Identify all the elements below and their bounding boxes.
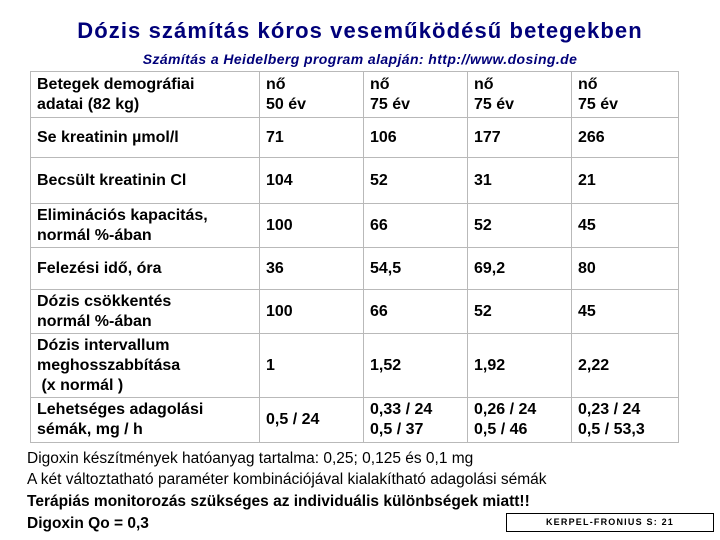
value-cell xyxy=(260,158,364,204)
header-age: 75 év xyxy=(474,95,515,113)
header-age: 75 év xyxy=(370,95,411,113)
value-line: 100 xyxy=(266,302,293,320)
header-sex: nő xyxy=(266,75,286,93)
value-cell xyxy=(260,204,364,248)
row-label-line: Becsült kreatinin Cl xyxy=(37,171,187,189)
value-line: 1,92 xyxy=(474,356,506,374)
row-label-line: Eliminációs kapacitás, xyxy=(37,206,208,224)
row-label-line: Se kreatinin µmol/l xyxy=(37,128,179,146)
value-line: 0,5 / 37 xyxy=(370,421,424,438)
value-line: 106 xyxy=(370,128,397,146)
value-line: 0,33 / 24 xyxy=(370,401,433,418)
table-row-half-life xyxy=(31,248,679,290)
value-cell xyxy=(468,248,572,290)
header-label-line-2: adatai (82 kg) xyxy=(37,95,140,113)
header-sex: nő xyxy=(370,75,390,93)
value-line: 177 xyxy=(474,128,501,146)
value-line: 0,5 / 24 xyxy=(266,411,320,428)
value-cell xyxy=(468,290,572,334)
value-cell xyxy=(468,118,572,158)
row-label xyxy=(31,248,260,290)
row-label xyxy=(31,290,260,334)
value-line: 1,52 xyxy=(370,356,402,374)
header-label-line-1: Betegek demográfiai xyxy=(37,75,195,93)
footer-line-digoxin-qo: Digoxin Qo = 0,3 xyxy=(27,515,149,532)
table-header-row xyxy=(31,72,679,118)
row-label xyxy=(31,158,260,204)
value-line: 104 xyxy=(266,171,293,189)
header-age: 75 év xyxy=(578,95,619,113)
row-label xyxy=(31,118,260,158)
header-sex: nő xyxy=(474,75,494,93)
row-label-line: normál %-ában xyxy=(37,312,152,330)
value-line: 52 xyxy=(370,171,388,189)
footer-line-digoxin-content: Digoxin készítmények hatóanyag tartalma: 0,25; 0,125 és 0,1 mg xyxy=(27,450,474,467)
value-cell xyxy=(364,334,468,398)
value-cell xyxy=(468,398,572,443)
value-cell xyxy=(260,248,364,290)
row-label xyxy=(31,334,260,398)
value-cell xyxy=(572,290,679,334)
value-line: 80 xyxy=(578,259,596,277)
row-label-line: (x normál ) xyxy=(37,376,124,394)
header-column-2 xyxy=(364,72,468,118)
dosing-table xyxy=(30,71,679,443)
value-cell xyxy=(364,290,468,334)
row-label xyxy=(31,204,260,248)
value-cell xyxy=(572,398,679,443)
value-cell xyxy=(364,398,468,443)
value-cell xyxy=(572,158,679,204)
author-credit-box: KERPEL-FRONIUS S: 21 xyxy=(506,513,714,532)
row-label xyxy=(31,398,260,443)
value-line: 0,26 / 24 xyxy=(474,401,537,418)
table-row-creatinine-clearance xyxy=(31,158,679,204)
row-label-line: normál %-ában xyxy=(37,226,152,244)
row-label-line: meghosszabbítása xyxy=(37,356,181,374)
value-line: 31 xyxy=(474,171,492,189)
value-cell xyxy=(572,118,679,158)
slide-subtitle: Számítás a Heidelberg program alapján: http://www.dosing.de xyxy=(142,51,578,67)
value-line: 66 xyxy=(370,302,388,320)
header-column-4 xyxy=(572,72,679,118)
header-column-1 xyxy=(260,72,364,118)
value-line: 2,22 xyxy=(578,356,610,374)
footer-line-combinations: A két változtatható paraméter kombinációjával kialakítható adagolási sémák xyxy=(27,471,547,488)
value-cell xyxy=(572,334,679,398)
row-label-line: Lehetséges adagolási xyxy=(37,401,204,418)
value-line: 69,2 xyxy=(474,259,506,277)
value-line: 0,5 / 46 xyxy=(474,421,528,438)
value-line: 21 xyxy=(578,171,596,189)
value-cell xyxy=(572,248,679,290)
value-line: 71 xyxy=(266,128,284,146)
header-sex: nő xyxy=(578,75,598,93)
value-line: 0,23 / 24 xyxy=(578,401,641,418)
value-cell xyxy=(260,118,364,158)
row-label-line: Felezési idő, óra xyxy=(37,259,162,277)
table-row-dose-reduction xyxy=(31,290,679,334)
value-line: 66 xyxy=(370,216,388,234)
header-column-3 xyxy=(468,72,572,118)
header-age: 50 év xyxy=(266,95,307,113)
value-cell xyxy=(260,334,364,398)
value-line: 266 xyxy=(578,128,605,146)
value-line: 36 xyxy=(266,259,284,277)
value-line: 45 xyxy=(578,302,596,320)
value-line: 52 xyxy=(474,302,492,320)
value-cell xyxy=(468,334,572,398)
slide-title: Dózis számítás kóros veseműködésű betegekben xyxy=(77,18,643,43)
row-label-line: sémák, mg / h xyxy=(37,421,143,438)
header-label-cell xyxy=(31,72,260,118)
value-line: 100 xyxy=(266,216,293,234)
table-row-creatinine xyxy=(31,118,679,158)
value-cell xyxy=(572,204,679,248)
table-row-dosing-schemes xyxy=(31,398,679,443)
row-label-line: Dózis csökkentés xyxy=(37,292,172,310)
value-line: 52 xyxy=(474,216,492,234)
footer-line-monitoring: Terápiás monitorozás szükséges az individuális különbségek miatt!! xyxy=(27,493,530,510)
value-cell xyxy=(260,290,364,334)
value-cell xyxy=(364,204,468,248)
value-cell xyxy=(364,158,468,204)
value-line: 45 xyxy=(578,216,596,234)
value-line: 54,5 xyxy=(370,259,402,277)
table-row-interval-extension xyxy=(31,334,679,398)
value-cell xyxy=(364,118,468,158)
table-row-elimination xyxy=(31,204,679,248)
value-cell xyxy=(260,398,364,443)
value-cell xyxy=(468,158,572,204)
value-cell xyxy=(468,204,572,248)
row-label-line: Dózis intervallum xyxy=(37,336,170,354)
value-line: 0,5 / 53,3 xyxy=(578,421,645,438)
value-cell xyxy=(364,248,468,290)
value-line: 1 xyxy=(266,356,275,374)
